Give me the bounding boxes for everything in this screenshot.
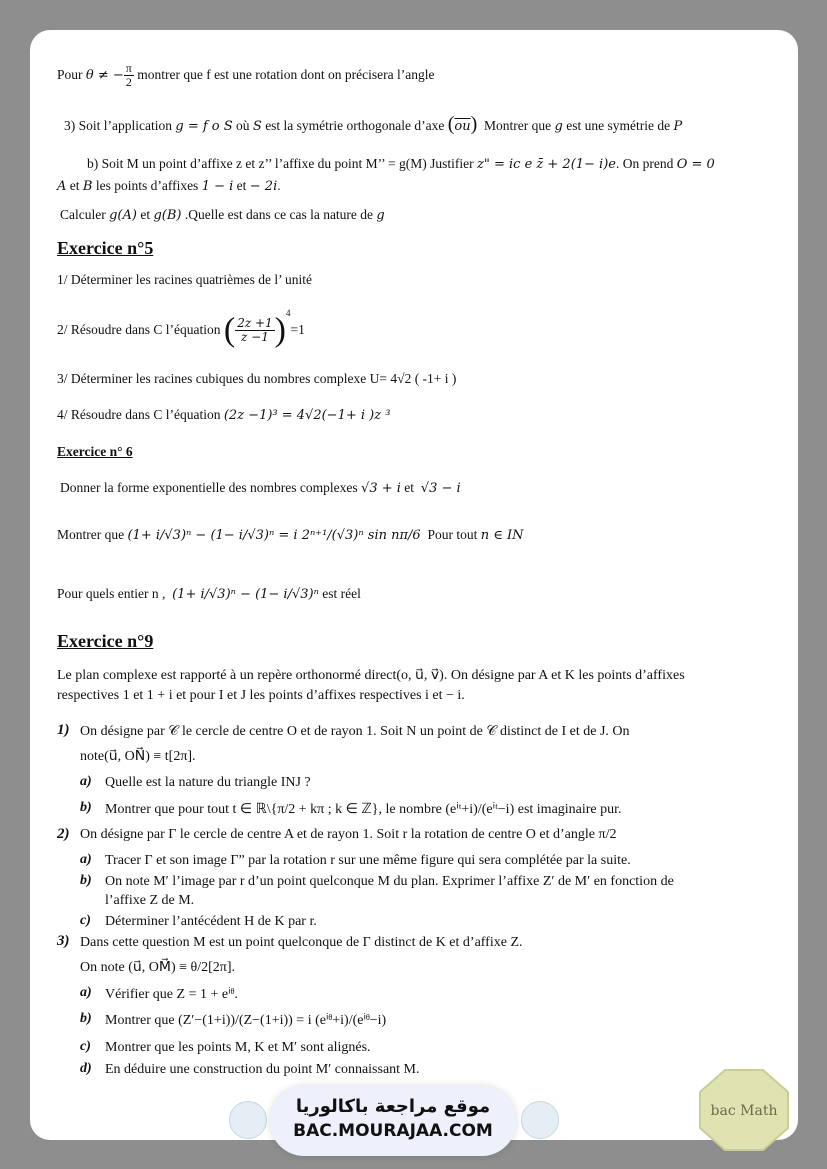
ex9-q3-c-label: c) — [80, 1039, 91, 1054]
ex9-q2-c-label: c) — [80, 913, 91, 928]
ex5-q3: 3/ Déterminer les racines cubiques du nombres complexe U= 4√2 ( -1+ i ) — [57, 371, 457, 386]
right-logo — [521, 1101, 559, 1139]
ex9-q2-b-line2: l’affixe Z de M. — [105, 893, 195, 908]
ex9-q3-d: En déduire une construction du point M′ connaissant M. — [105, 1062, 420, 1077]
ex5-q2: 2/ Résoudre dans C l’équation ( $\frac{2z +1}{z -1}$ )$^4$=1 — [57, 308, 305, 349]
left-logo — [229, 1101, 267, 1139]
ex9-q2-b-label: b) — [80, 873, 92, 888]
ex9-q1-line2: note(u⃗, ON⃗) ≡ t[2π]. — [80, 749, 196, 764]
exercise-6-title: Exercice n° 6 — [57, 444, 133, 459]
ex9-intro-1: Le plan complexe est rapporté à un repère orthonormé direct(o, u⃗, v⃗). On désigne par A et K les points d’affixes — [57, 668, 685, 683]
ex9-num-2: 2) — [57, 826, 70, 842]
ex9-q3-b-label: b) — [80, 1011, 92, 1026]
ex9-q2-a-label: a) — [80, 852, 92, 867]
line-calculer: Calculer g(A) et g(B) .Quelle est dans ce cas la nature de g — [60, 207, 385, 223]
line-application-g: 3) Soit l’application g = f o S où S est la symétrie orthogonale d’axe $(\overline{ou})$ Montrer que g est une symétrie de P — [64, 113, 683, 135]
site-badge[interactable] — [270, 1086, 516, 1156]
ex9-q1-a-label: a) — [80, 774, 92, 789]
ex9-q3-a: Vérifier que Z = 1 + eⁱᶿ. — [105, 987, 238, 1002]
ex6-p3: Pour quels entier n , (1+ i/√3)ⁿ − (1− i/√3)ⁿ est réel — [57, 586, 361, 602]
ex9-q2: On désigne par Γ le cercle de centre A et de rayon 1. Soit r la rotation de centre O et d’angle π/2 — [80, 827, 617, 842]
document-page — [30, 30, 798, 1140]
ex9-q1-line1: On désigne par 𝒞 le cercle de centre O et de rayon 1. Soit N un point de 𝒞 distinct de I et de J. On — [80, 724, 630, 739]
site-url[interactable]: BAC.MOURAJAA.COM — [293, 1121, 493, 1141]
exercise-5-title: Exercice n°5 — [57, 238, 154, 258]
site-name-arabic: موقع مراجعة باكالوريا — [295, 1096, 491, 1117]
ex9-q1-a: Quelle est la nature du triangle INJ ? — [105, 775, 311, 790]
ex9-num-3: 3) — [57, 933, 70, 949]
ex5-q4: 4/ Résoudre dans C l’équation (2z −1)³ = 4√2(−1+ i )z ³ — [57, 407, 391, 423]
ex9-q3-d-label: d) — [80, 1061, 92, 1076]
ex5-q1: 1/ Déterminer les racines quatrièmes de l’ unité — [57, 272, 313, 287]
ex9-q2-b-line1: On note M′ l’image par r d’un point quelconque M du plan. Exprimer l’affixe Z′ de M′ en fonction de — [105, 874, 674, 889]
line-rotation: Pour θ ≠ − $\frac{\pi}{2}$ montrer que f est une rotation dont on précisera l’angle — [57, 61, 435, 90]
bac-math-logo — [698, 1068, 790, 1152]
ex6-p1: Donner la forme exponentielle des nombres complexes √3 + i et √3 − i — [60, 480, 461, 496]
ex9-q3-a-label: a) — [80, 985, 92, 1000]
line-justify: b) Soit M un point d’affixe z et z’’ l’affixe du point M’’ = g(M) Justifier z" = ic e z̄ + 2(1− i)e. On prend O = 0 — [87, 156, 715, 172]
ex9-q3-line2: On note (u⃗, OM⃗) ≡ θ/2[2π]. — [80, 960, 235, 975]
ex9-q2-a: Tracer Γ et son image Γ” par la rotation r sur une même figure qui sera complétée par la suite. — [105, 853, 631, 868]
ex9-num-1: 1) — [57, 722, 70, 738]
ex9-intro-2: respectives 1 et 1 + i et pour I et J les points d’affixes respectives i et − i. — [57, 688, 465, 703]
line-points: A et B les points d’affixes 1 − i et − 2i. — [57, 178, 281, 194]
ex9-q3-b: Montrer que (Z′−(1+i))/(Z−(1+i)) = i (eⁱᶿ+i)/(eⁱᶿ−i) — [105, 1013, 387, 1028]
ex9-q3-line1: Dans cette question M est un point quelconque de Γ distinct de K et d’affixe Z. — [80, 935, 523, 950]
svg-text:bac Math: bac Math — [710, 1103, 778, 1119]
ex9-q1-b: Montrer que pour tout t ∈ ℝ\{π/2 + kπ ; k ∈ ℤ}, le nombre (eⁱᵗ+i)/(eⁱᵗ−i) est imaginaire pur. — [105, 802, 622, 817]
ex9-q1-b-label: b) — [80, 800, 92, 815]
ex9-q2-c: Déterminer l’antécédent H de K par r. — [105, 914, 317, 929]
ex9-q3-c: Montrer que les points M, K et M′ sont alignés. — [105, 1040, 371, 1055]
ex6-p2: Montrer que (1+ i/√3)ⁿ − (1− i/√3)ⁿ = i 2ⁿ⁺¹/(√3)ⁿ sin nπ/6 Pour tout n ∈ IN — [57, 527, 524, 543]
exercise-9-title: Exercice n°9 — [57, 631, 154, 651]
